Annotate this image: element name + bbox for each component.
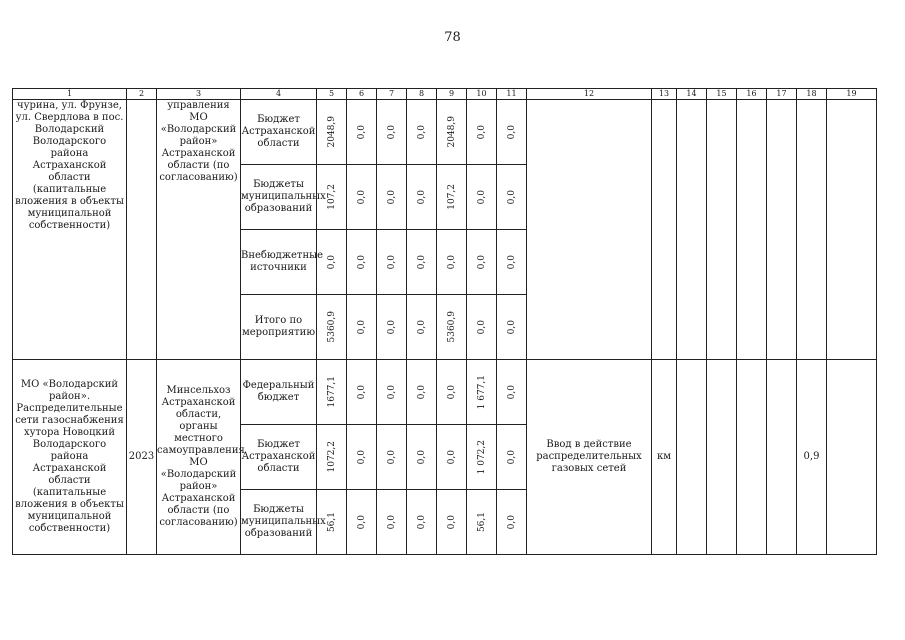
column-number: 14 [677,89,707,100]
value-text: 0,0 [476,254,487,270]
value-text: 0,0 [416,384,427,400]
value-text: 0,0 [356,189,367,205]
empty-cell [677,100,707,360]
value-cell [467,295,497,360]
value-text: 0,0 [356,449,367,465]
executor-cell: управления МО «Володарский район» Астраханской области (по согласованию) [157,100,241,360]
value-text: 0,0 [386,254,397,270]
value-text: 0,0 [506,514,517,530]
value-text: 0,0 [446,384,457,400]
value-text: 0,0 [416,189,427,205]
column-number: 6 [347,89,377,100]
funding-source: Внебюджетные источники [241,230,317,295]
value-text: 0,0 [326,254,337,270]
value-cell [467,490,497,555]
value-cell [377,295,407,360]
column-number: 2 [127,89,157,100]
empty-cell [737,100,767,360]
empty-cell [827,360,877,555]
value-cell [317,230,347,295]
value-cell [497,425,527,490]
value-text: 0,0 [506,189,517,205]
value-text: 0,0 [356,319,367,335]
value-cell [407,230,437,295]
value-text: 5360,9 [446,311,457,343]
column-number: 8 [407,89,437,100]
value-cell [377,360,407,425]
value-text: 0,0 [476,189,487,205]
value-text: 0,0 [356,514,367,530]
funding-source: Бюджеты муниципальных образований [241,490,317,555]
value-cell [437,425,467,490]
value-text: 0,0 [386,449,397,465]
executor-cell: Минсельхоз Астраханской области, органы местного самоуправления МО «Володарский район» Астраханской области (по согласованию) [157,360,241,555]
value-text: 0,0 [446,514,457,530]
value-text: 1072,2 [326,441,337,473]
funding-source: Бюджеты муниципальных образований [241,165,317,230]
page-number: 78 [444,30,461,45]
value-cell [437,295,467,360]
value-text: 56,1 [326,511,337,533]
value-cell [347,490,377,555]
value-cell [437,165,467,230]
value-cell [377,425,407,490]
value-text: 0,0 [356,384,367,400]
value-cell [467,165,497,230]
program-table [12,88,877,555]
measure-description: чурина, ул. Фрунзе, ул. Свердлова в пос. Володарский Володарского района Астраханской области (капитальные вложения в объекты муниципальной собственности) [13,100,127,360]
value-cell [467,230,497,295]
funding-source: Бюджет Астраханской области [241,100,317,165]
value-text: 0,0 [416,124,427,140]
value-cell [407,165,437,230]
empty-cell [707,360,737,555]
column-number: 11 [497,89,527,100]
value-text: 1677,1 [326,376,337,408]
value-cell [497,295,527,360]
value-text: 0,0 [416,514,427,530]
empty-cell [737,360,767,555]
value-text: 2048,9 [446,116,457,148]
column-number: 15 [707,89,737,100]
value-text: 0,0 [386,319,397,335]
column-number: 16 [737,89,767,100]
value-text: 0,0 [506,319,517,335]
value-cell [437,360,467,425]
value-text: 0,0 [506,384,517,400]
value-text: 0,0 [506,124,517,140]
value-cell [377,100,407,165]
value-cell [437,100,467,165]
value-text: 0,0 [416,319,427,335]
value-cell [497,100,527,165]
unit-cell [652,100,677,360]
value-text: 107,2 [446,184,457,210]
column-number: 1 [13,89,127,100]
column-number-row [13,89,877,100]
column-number: 9 [437,89,467,100]
value-text: 2048,9 [326,116,337,148]
value-cell [407,425,437,490]
value-text: 0,0 [356,254,367,270]
empty-cell [767,100,797,360]
value-cell [377,230,407,295]
value-cell [497,490,527,555]
column-number: 3 [157,89,241,100]
value-cell [467,425,497,490]
value-cell [497,360,527,425]
year-cell [127,100,157,360]
value-cell [347,425,377,490]
value-cell [377,165,407,230]
value-text: 5360,9 [326,311,337,343]
value-text: 0,0 [416,254,427,270]
table-row [13,100,877,165]
value-cell [347,100,377,165]
table-row [13,360,877,425]
measure-description: МО «Володарский район». Распределительные сети газоснабжения хутора Новоцкий Володарского района Астраханской области (капитальные вложения в объекты муниципальной собственности) [13,360,127,555]
column-number: 10 [467,89,497,100]
value-cell [347,295,377,360]
column-number: 7 [377,89,407,100]
value-cell [467,360,497,425]
column-number: 4 [241,89,317,100]
empty-cell [797,100,827,360]
column-number: 18 [797,89,827,100]
value-text: 0,0 [506,254,517,270]
value-cell [497,230,527,295]
column-number: 12 [527,89,652,100]
value-cell [347,165,377,230]
indicator-cell [527,100,652,360]
value-text: 0,0 [356,124,367,140]
column-number: 13 [652,89,677,100]
value-cell [377,490,407,555]
value-text: 0,0 [476,124,487,140]
value-cell [437,490,467,555]
value-text: 0,0 [476,319,487,335]
value-text: 1 072,2 [476,439,487,475]
value-cell [407,295,437,360]
value-text: 0,0 [446,449,457,465]
empty-cell [707,100,737,360]
column-number: 17 [767,89,797,100]
value-text: 0,0 [386,514,397,530]
value-text: 0,0 [506,449,517,465]
value-cell [347,360,377,425]
funding-source: Федеральный бюджет [241,360,317,425]
value-text: 0,0 [386,384,397,400]
value-cell [407,490,437,555]
year-cell: 2023 [127,360,157,555]
unit-cell: км [652,360,677,555]
value-text: 0,0 [386,189,397,205]
value-text: 0,0 [446,254,457,270]
value-cell [407,360,437,425]
value-cell [317,360,347,425]
indicator-cell: Ввод в действие распределительных газовых сетей [527,360,652,555]
target-value-cell: 0,9 [797,360,827,555]
empty-cell [677,360,707,555]
value-cell [407,100,437,165]
value-cell [317,100,347,165]
column-number: 5 [317,89,347,100]
value-cell [317,425,347,490]
funding-source: Бюджет Астраханской области [241,425,317,490]
value-cell [467,100,497,165]
funding-source: Итого по мероприятию [241,295,317,360]
value-cell [347,230,377,295]
value-text: 1 677,1 [476,374,487,410]
value-text: 56,1 [476,511,487,533]
column-number: 19 [827,89,877,100]
value-text: 0,0 [386,124,397,140]
value-text: 0,0 [416,449,427,465]
empty-cell [827,100,877,360]
value-cell [317,295,347,360]
value-text: 107,2 [326,184,337,210]
value-cell [497,165,527,230]
empty-cell [767,360,797,555]
value-cell [437,230,467,295]
